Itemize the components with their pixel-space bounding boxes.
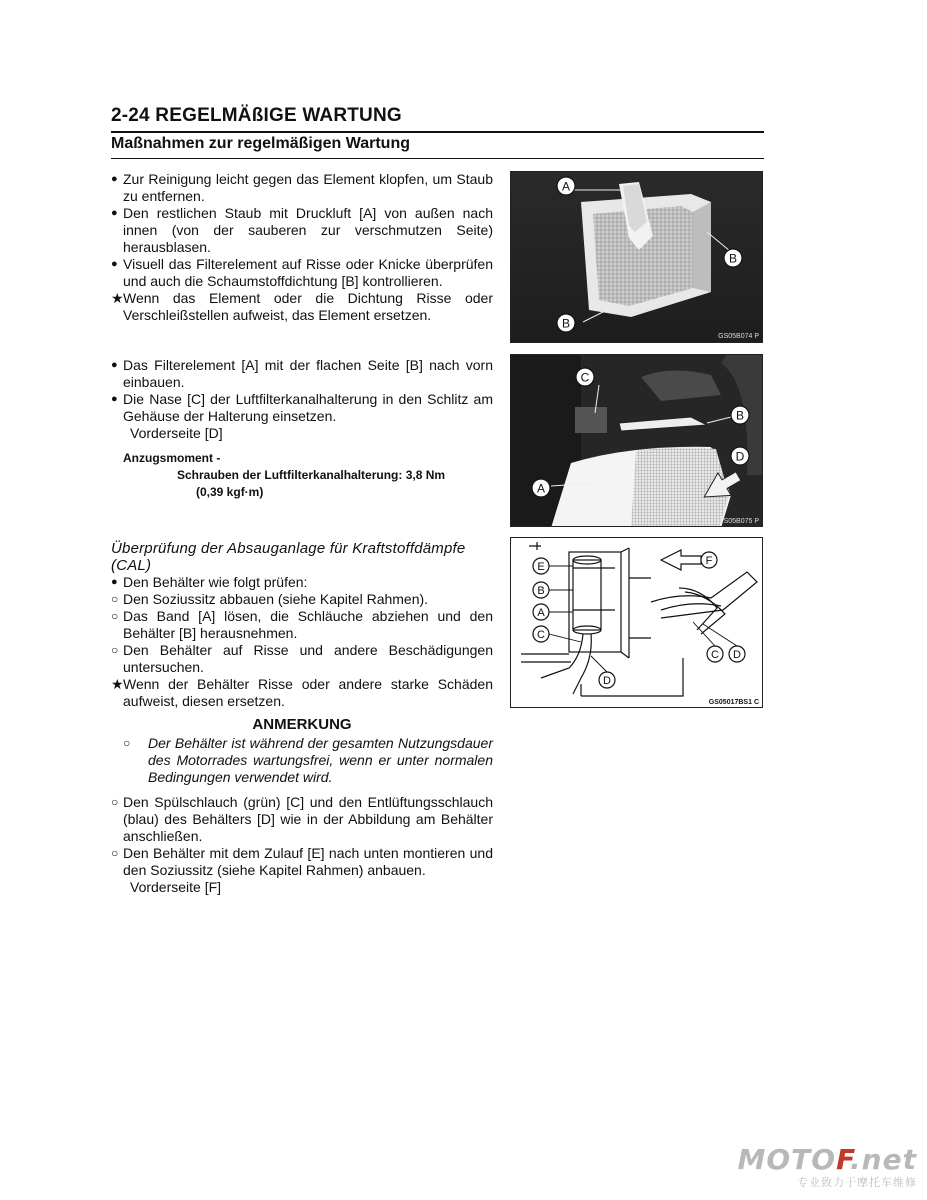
figure-code: GS05017BS1 C (708, 699, 759, 706)
canister-diagram (511, 538, 763, 708)
bullet-icon: ● (111, 207, 118, 219)
list-item: ● Das Filterelement [A] mit der flachen Seite [B] nach vorn einbauen. (111, 357, 493, 390)
svg-text:D: D (735, 449, 745, 464)
figure-code: GS05B074 P (718, 333, 759, 340)
svg-text:C: C (580, 370, 590, 385)
list-item: ○ Den Behälter auf Risse und andere Beschädigungen untersuchen. (111, 642, 493, 675)
installation-photo-illustration (511, 355, 763, 527)
title-rule (111, 131, 764, 133)
svg-text:C: C (711, 649, 719, 661)
svg-text:B: B (735, 408, 745, 423)
list-item: ○ Das Band [A] lösen, die Schläuche abziehen und den Behälter [B] herausnehmen. (111, 608, 493, 641)
circle-icon: ○ (111, 795, 119, 809)
list-item: ★ Wenn der Behälter Risse oder andere starke Schäden aufweist, diesen ersetzen. (111, 676, 493, 709)
page-title: 2-24 REGELMÄßIGE WARTUNG (111, 105, 402, 126)
front-note: Vorderseite [D] (130, 425, 223, 441)
subheading: Überprüfung der Absauganlage für Kraftstoffdämpfe (CAL) (111, 540, 466, 574)
torque-label: Anzugsmoment - (123, 451, 221, 465)
note-text: ○ Der Behälter ist während der gesamten Nutzungsdauer des Motorrades wartungsfrei, wenn er unter normalen Bedingungen verwendet wird. (123, 735, 493, 785)
star-icon: ★ (111, 290, 124, 306)
circle-icon: ○ (111, 643, 119, 657)
bullet-icon: ● (111, 258, 118, 270)
block-cleaning (111, 171, 493, 324)
front-note: Vorderseite [F] (130, 879, 222, 895)
block-cal-check (111, 540, 493, 896)
circle-icon: ○ (111, 609, 119, 623)
bullet-icon: ● (111, 359, 118, 371)
circle-icon: ○ (123, 736, 131, 750)
watermark (738, 1143, 917, 1190)
filter-photo-illustration (511, 172, 763, 343)
svg-text:F: F (705, 555, 713, 567)
svg-text:D: D (733, 649, 741, 661)
bullet-icon: ● (111, 393, 118, 405)
svg-text:A: A (561, 179, 571, 194)
circle-icon: ○ (111, 592, 119, 606)
svg-text:E: E (537, 561, 545, 573)
figure-code: GS05B075 P (718, 518, 759, 525)
svg-text:C: C (537, 629, 545, 641)
bullet-icon: ● (111, 173, 118, 185)
list-item: ● Den Behälter wie folgt prüfen: (111, 574, 308, 590)
list-item: ● Visuell das Filterelement auf Risse oder Knicke überprüfen und auch die Schaumstoffdichtung [B] kontrollieren. (111, 256, 493, 289)
section-rule (111, 158, 764, 159)
bullet-icon: ● (111, 576, 118, 588)
svg-text:B: B (537, 585, 545, 597)
section-title: Maßnahmen zur regelmäßigen Wartung (111, 135, 410, 152)
circle-icon: ○ (111, 846, 119, 860)
watermark-logo: MOTOF.net (737, 1143, 917, 1176)
note-title: ANMERKUNG (252, 716, 352, 733)
svg-text:B: B (728, 251, 738, 266)
list-item: ○ Den Soziussitz abbauen (siehe Kapitel Rahmen). (111, 591, 429, 607)
list-item: ○ Den Behälter mit dem Zulauf [E] nach unten montieren und den Soziussitz (siehe Kapitel Rahmen) anbauen. (111, 845, 493, 878)
star-icon: ★ (111, 676, 124, 692)
list-item: ● Zur Reinigung leicht gegen das Element klopfen, um Staub zu entfernen. (111, 171, 493, 204)
block-installation (111, 357, 493, 501)
svg-text:A: A (537, 607, 545, 619)
svg-text:D: D (603, 675, 611, 687)
list-item: ★ Wenn das Element oder die Dichtung Risse oder Verschleißstellen aufweist, das Element ersetzen. (111, 290, 493, 323)
list-item: ● Die Nase [C] der Luftfilterkanalhalterung in den Schlitz am Gehäuse der Halterung einsetzen. (111, 391, 493, 424)
watermark-tagline: 专业致力于摩托车维修 (797, 1176, 917, 1189)
list-item: ○ Den Spülschlauch (grün) [C] und den Entlüftungsschlauch (blau) des Behälters [D] wie in der Abbildung am Behälter anschließen. (111, 794, 493, 844)
figure-air-filter-installation (510, 354, 763, 527)
svg-text:B: B (561, 316, 571, 331)
list-item: ● Den restlichen Staub mit Druckluft [A] von außen nach innen (von der sauberen zur verschmutzen Seite) herausblasen. (111, 205, 493, 255)
torque-spec: Schrauben der Luftfilterkanalhalterung: 3,8 Nm (0,39 kgf·m) (177, 468, 446, 499)
figure-canister-diagram (510, 537, 763, 708)
svg-text:A: A (536, 481, 546, 496)
figure-air-filter-cleaning (510, 171, 763, 343)
